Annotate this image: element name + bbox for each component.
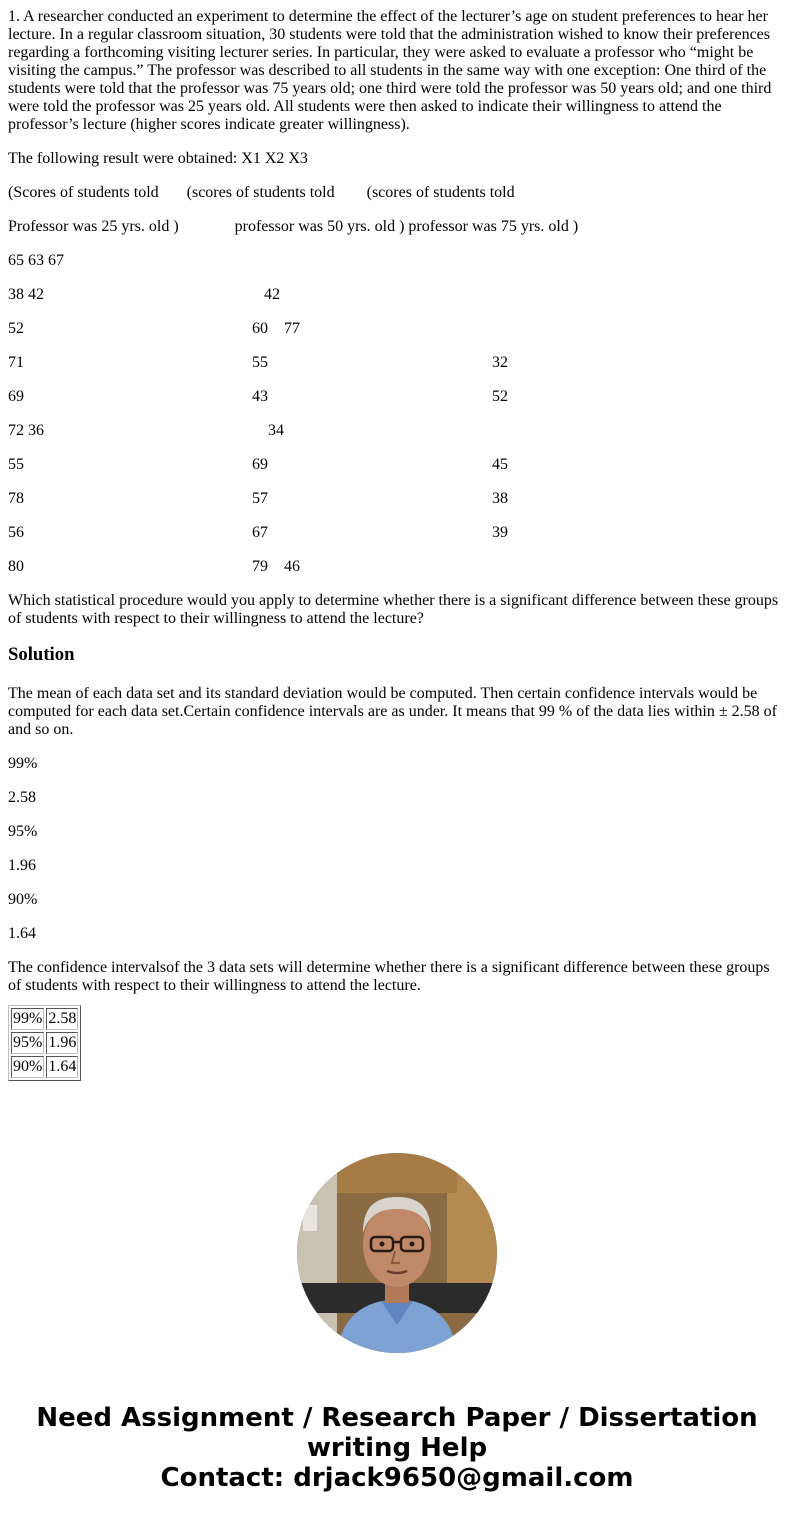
data-row bbox=[8, 558, 786, 576]
data-row bbox=[8, 524, 786, 542]
data-row bbox=[8, 320, 786, 338]
data-cell-x1: 55 bbox=[8, 456, 24, 473]
data-cell-x2: 55 bbox=[252, 354, 268, 371]
table-cell-level: 90% bbox=[11, 1056, 44, 1078]
data-cell-x1: 80 bbox=[8, 558, 24, 575]
data-row bbox=[8, 354, 786, 372]
data-cell-x3: 45 bbox=[492, 456, 508, 473]
list-item: 2.58 bbox=[8, 789, 36, 806]
data-cell-x2: 60 77 bbox=[252, 320, 300, 337]
promo-banner bbox=[0, 1403, 794, 1493]
data-cell-x1: 38 42 bbox=[8, 286, 44, 303]
data-cell-x1: 69 bbox=[8, 388, 24, 405]
list-item: 1.64 bbox=[8, 925, 36, 942]
data-cell-x3: 39 bbox=[492, 524, 508, 541]
data-rows bbox=[8, 252, 786, 576]
data-cell-x1: 72 36 bbox=[8, 422, 44, 439]
list-item: 1.96 bbox=[8, 857, 36, 874]
data-cell-x2: 79 46 bbox=[252, 558, 300, 575]
table-cell-z: 1.96 bbox=[46, 1032, 78, 1054]
list-item: 90% bbox=[8, 891, 38, 908]
table-cell-z: 1.64 bbox=[46, 1056, 78, 1078]
data-cell-x2: 34 bbox=[268, 422, 284, 439]
table-cell-z: 2.58 bbox=[46, 1008, 78, 1030]
data-cell-x2: 42 bbox=[264, 286, 280, 303]
data-cell-x2: 43 bbox=[252, 388, 268, 405]
table-row bbox=[11, 1032, 78, 1054]
promo-contact: Contact: drjack9650@gmail.com bbox=[160, 1463, 634, 1493]
results-intro: The following result were obtained: X1 X2 X3 bbox=[8, 150, 308, 167]
data-cell-x1: 71 bbox=[8, 354, 24, 371]
question-paragraph: 1. A researcher conducted an experiment to determine the effect of the lecturer’s age on student preferences to hear her lecture. In a regular classroom situation, 30 students were told that the administration wished to know their preferences regarding a forthcoming visiting lecturer series. In particular, they were asked to evaluate a professor who “might be visiting the campus.” The professor was described to all students in the same way with one exception: One third of the students were told that the professor was 75 years old; one third were told the professor was 50 years old; and one third were told the professor was 25 years old. All students were then asked to indicate their willingness to attend the professor’s lecture (higher scores indicate greater willingness). bbox=[8, 8, 772, 133]
solution-intro: The mean of each data set and its standard deviation would be computed. Then certain confidence intervals would be computed for each data set.Certain confidence intervals are as under. It means that 99 % of the data lies within ± 2.58 of and so on. bbox=[8, 685, 777, 738]
list-item: 95% bbox=[8, 823, 38, 840]
data-cell-x1: 65 63 67 bbox=[8, 252, 64, 269]
solution-conclusion: The confidence intervalsof the 3 data sets will determine whether there is a significant difference between these groups of students with respect to their willingness to attend the lecture. bbox=[8, 959, 770, 994]
promo-line: writing Help bbox=[306, 1433, 488, 1463]
table-row bbox=[11, 1056, 78, 1078]
confidence-table bbox=[8, 1005, 81, 1081]
data-cell-x1: 52 bbox=[8, 320, 24, 337]
data-cell-x1: 78 bbox=[8, 490, 24, 507]
table-row bbox=[11, 1008, 78, 1030]
data-cell-x3: 32 bbox=[492, 354, 508, 371]
data-cell-x2: 57 bbox=[252, 490, 268, 507]
portrait-image bbox=[297, 1153, 497, 1353]
data-cell-x3: 38 bbox=[492, 490, 508, 507]
table-cell-level: 95% bbox=[11, 1032, 44, 1054]
data-row bbox=[8, 388, 786, 406]
solution-heading: Solution bbox=[8, 644, 75, 665]
list-item: 99% bbox=[8, 755, 38, 772]
column-header-line-2: Professor was 25 yrs. old ) professor was 50 yrs. old ) professor was 75 yrs. old ) bbox=[8, 218, 579, 235]
question-prompt: Which statistical procedure would you apply to determine whether there is a significant difference between these groups of students with respect to their willingness to attend the lecture? bbox=[8, 592, 779, 627]
promo-line: Need Assignment / Research Paper / Dissertation bbox=[36, 1403, 758, 1433]
table-cell-level: 99% bbox=[11, 1008, 44, 1030]
data-row bbox=[8, 490, 786, 508]
data-cell-x2: 69 bbox=[252, 456, 268, 473]
data-cell-x3: 52 bbox=[492, 388, 508, 405]
data-row bbox=[8, 286, 786, 304]
document-body bbox=[8, 8, 786, 1081]
data-cell-x1: 56 bbox=[8, 524, 24, 541]
column-header-line-1: (Scores of students told (scores of students told (scores of students told bbox=[8, 184, 515, 201]
data-row bbox=[8, 456, 786, 474]
data-row bbox=[8, 422, 786, 440]
author-photo bbox=[297, 1153, 497, 1353]
data-row bbox=[8, 252, 786, 270]
data-cell-x2: 67 bbox=[252, 524, 268, 541]
